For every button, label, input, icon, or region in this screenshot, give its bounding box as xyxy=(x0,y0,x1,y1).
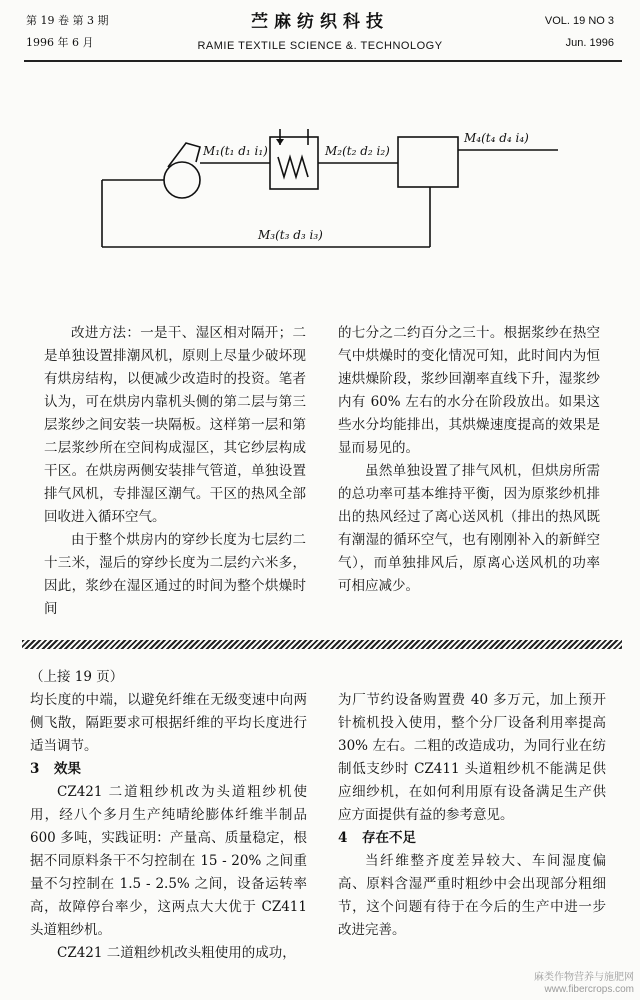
dryer-box xyxy=(398,137,458,187)
section-title: 效果 xyxy=(54,761,81,777)
header-rule xyxy=(24,60,622,62)
paragraph: CZ421 二道粗纱机改为头道粗纱机使用，经八个多月生产纯晴纶膨体纤维半制品 600 多吨，实践证明：产量高、质量稳定，根据不同原料条干不匀控制在 15 - 20% 之间重量不匀控制在 1.5 - 2.5% 之间，设备运转率高，故障停台率少，这两点大大优于 CZ411 头道粗纱机。 xyxy=(30,784,307,938)
paragraph: 为厂节约设备购置费 40 多万元，加上预开针梳机投入使用，整个分厂设备利用率提高 30% 左右。二粗的改造成功，为同行业在纺制低支纱时 CZ411 头道粗纱机不能满足供应细纱机，在如何利用原有设备满足生产供应方面提供有益的参考意见。 xyxy=(338,692,606,823)
heater-box xyxy=(270,137,318,189)
label-m1: M₁(t₁ d₁ i₁) xyxy=(203,144,268,158)
journal-title-english: RAMIE TEXTILE SCIENCE &. TECHNOLOGY xyxy=(197,40,443,52)
fan-housing xyxy=(168,143,200,167)
watermark-url: www.fibercrops.com xyxy=(544,984,634,995)
volume-issue: 第 19 卷 第 3 期 xyxy=(26,14,109,27)
watermark xyxy=(534,972,634,996)
paragraph: 改进方法：一是干、湿区相对隔开；二是单独设置排潮风机，原则上尽量少破坏现有烘房结构，以便减少改造时的投资。笔者认为，可在烘房内靠机头侧的第二层与第三层浆纱之间安装一块隔板。这样第一层和第二层浆纱所在空间构成湿区，其它纱层构成干区。在烘房两侧安装排气管道，单独设置排气风机，专排湿区潮气。干区的热风全部回收进入循环空气。 xyxy=(44,325,306,525)
paragraph: 当纤维整齐度差异较大、车间湿度偏高、原料含湿严重时粗纱中会出现部分粗细节，这个问题有待于在今后的生产中进一步改进完善。 xyxy=(338,853,606,938)
paragraph: 均长度的中端，以避免纤维在无级变速中向两侧飞散，隔距要求可根据纤维的平均长度进行适当调节。 xyxy=(30,692,307,754)
label-m2: M₂(t₂ d₂ i₂) xyxy=(325,144,390,158)
label-m3: M₃(t₃ d₃ i₃) xyxy=(258,228,323,242)
journal-title: 苎麻纺织科技 xyxy=(251,12,389,32)
continued-from: （上接 19 页） xyxy=(30,669,124,685)
paragraph: 由于整个烘房内的穿纱长度为七层约二十三米，湿后的穿纱长度为二层约六米多，因此，浆纱在湿区通过的时间为整个烘燥时间 xyxy=(44,532,306,617)
paragraph: 的七分之二约百分之三十。根据浆纱在热空气中烘燥时的变化情况可知，此时间内为恒速烘燥阶段，浆纱回潮率直线下升，湿浆纱内有 60% 左右的水分在阶段放出。如果这些水分均能排出，其烘燥速度提高的效果是显而易见的。 xyxy=(338,325,600,456)
fan-circle xyxy=(164,162,200,198)
paragraph: 虽然单独设置了排气风机，但烘房所需的总功率可基本维持平衡，因为原浆纱机排出的热风经过了离心送风机（排出的热风既有潮湿的循环空气，也有刚刚补入的新鲜空气），而单独排风后，原离心送风机的功率可相应减少。 xyxy=(338,463,600,594)
section-heading xyxy=(30,758,307,781)
section-separator xyxy=(22,640,622,649)
publication-date: 1996 年 6 月 xyxy=(26,36,94,49)
section-number: 3 xyxy=(30,761,40,777)
paragraph: CZ421 二道粗纱机改头粗使用的成功， xyxy=(57,945,296,961)
upper-right-column xyxy=(338,322,600,598)
watermark-site-name: 麻类作物营养与施肥网 xyxy=(534,972,634,983)
heater-coil xyxy=(278,157,308,177)
heater-arrow-icon xyxy=(276,139,284,145)
section-number: 4 xyxy=(338,830,348,846)
section-heading xyxy=(338,827,606,850)
volume-number: VOL. 19 NO 3 xyxy=(544,15,614,27)
section-title: 存在不足 xyxy=(362,830,416,846)
lower-right-column xyxy=(338,689,606,942)
upper-left-column xyxy=(44,322,306,621)
lower-left-column xyxy=(30,666,307,965)
journal-volume-info xyxy=(545,14,614,50)
publication-month: Jun. 1996 xyxy=(565,37,614,49)
airflow-process-diagram xyxy=(0,95,640,270)
label-m4: M₄(t₄ d₄ i₄) xyxy=(464,131,529,145)
